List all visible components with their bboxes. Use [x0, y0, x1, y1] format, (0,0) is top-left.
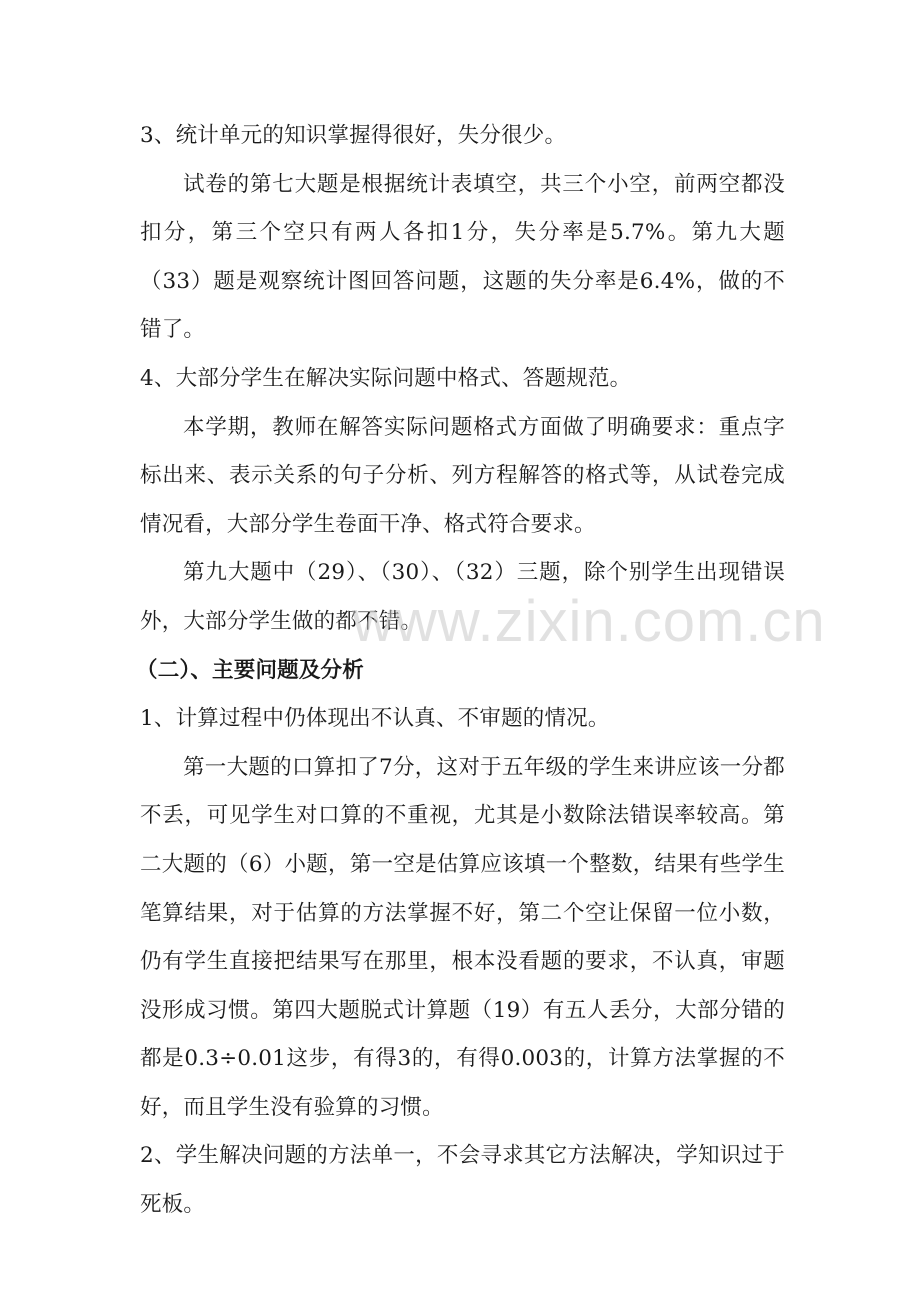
problem-1-heading: 1、计算过程中仍体现出不认真、不审题的情况。	[140, 706, 610, 732]
watermark: www.zixin.com.cn	[352, 589, 826, 654]
section-heading-problems: （二）、主要问题及分析	[136, 657, 364, 683]
point-3-paragraph: 试卷的第七大题是根据统计表填空，共三个小空，前两空都没扣分，第三个空只有两人各扣1分，失分率是5.7%。第九大题（33）题是观察统计图回答问题，这题的失分率是6.4%，做的不错了。	[140, 171, 785, 343]
problem-2-heading: 2、学生解决问题的方法单一，不会寻求其它方法解决，学知识过于死板。	[140, 1143, 785, 1218]
problem-1-paragraph: 第一大题的口算扣了7分，这对于五年级的学生来讲应该一分都不丢，可见学生对口算的不重视，尤其是小数除法错误率较高。第二大题的（6）小题，第一空是估算应该填一个整数，结果有些学生笔算结果，对于估算的方法掌握不好，第二个空让保留一位小数，仍有学生直接把结果写在那里，根本没看题的要求，不认真，审题没形成习惯。第四大题脱式计算题（19）有五人丢分，大部分错的都是0.3÷0.01这步，有得3的，有得0.003的，计算方法掌握的不好，而且学生没有验算的习惯。	[140, 754, 785, 1120]
point-3-heading: 3、统计单元的知识掌握得很好，失分很少。	[140, 123, 567, 148]
point-4-paragraph-1: 本学期，教师在解答实际问题格式方面做了明确要求：重点字标出来、表示关系的句子分析、列方程解答的格式等，从试卷完成情况看，大部分学生卷面干净、格式符合要求。	[140, 414, 785, 537]
point-4-paragraph-2: 第九大题中（29）、（30）、（32）三题，除个别学生出现错误外，大部分学生做的都不错。	[140, 560, 785, 634]
document-body	[136, 112, 785, 1230]
point-4-heading: 4、大部分学生在解决实际问题中格式、答题规范。	[140, 365, 632, 391]
